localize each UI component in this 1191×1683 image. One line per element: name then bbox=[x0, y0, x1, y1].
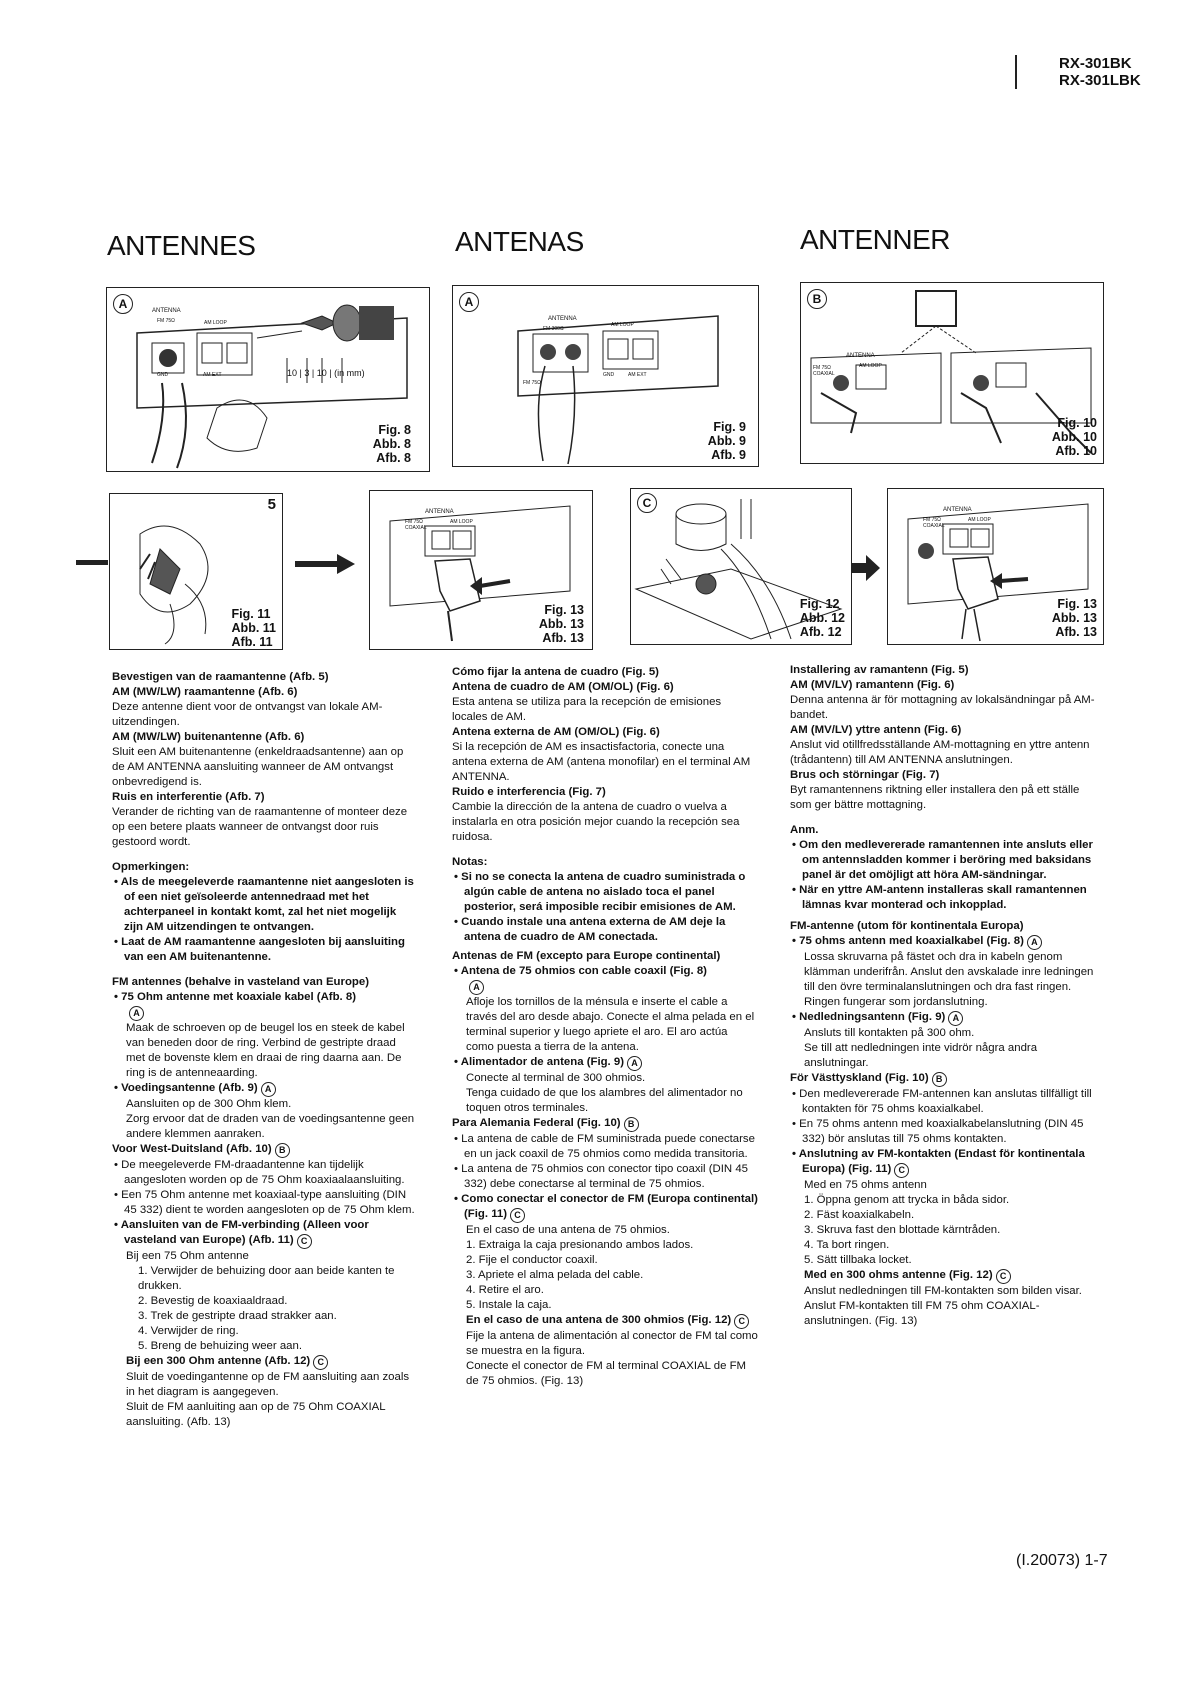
nl-fm-coax-heading: • 75 Ohm antenne met koaxiale kabel (Afb. 8) bbox=[114, 991, 357, 1003]
figure-8 bbox=[106, 287, 430, 472]
sv-heading-west-germany bbox=[790, 1071, 1095, 1087]
figure-13-right-caption bbox=[1052, 597, 1097, 639]
figure-13-left-caption-fig: Fig. 13 bbox=[544, 603, 584, 617]
sv-step-2: 2. Fäst koaxialkabeln. bbox=[804, 1209, 915, 1221]
figure-8-dim-unit: (in mm) bbox=[334, 368, 365, 378]
es-fm-coax-marker bbox=[452, 979, 758, 995]
nl-fm-europe-text: Bij een 75 Ohm antenne bbox=[126, 1250, 249, 1262]
model-numbers bbox=[1015, 55, 1141, 89]
nl-note-2: • Laat de AM raamantenne aangesloten bij aansluiting van een AM buitenantenne. bbox=[114, 936, 405, 963]
figure-10-caption bbox=[1052, 416, 1097, 458]
es-heading-am-outdoor: Antena externa de AM (OM/OL) (Fig. 6) bbox=[452, 726, 660, 738]
sv-west-germany-2: • En 75 ohms antenn med koaxialkabelanslutning (DIN 45 332) bör anslutas till 75 ohms kontakten. bbox=[792, 1118, 1084, 1145]
es-fm-coax-text: Afloje los tornillos de la ménsula e inserte el cable a través del aro desde abajo. Conecte el alma pelada en el terminal superior y luego apriete el aro. El aro actúa como puesta a tierra de la antena. bbox=[466, 996, 755, 1053]
sv-fm-feeder-text-1: Ansluts till kontakten på 300 ohm. bbox=[804, 1027, 975, 1039]
figure-8-caption-abb: Abb. 8 bbox=[372, 437, 411, 451]
es-300-circle: C bbox=[734, 1314, 749, 1329]
sv-300-text-1: Anslut nedledningen till FM-kontakten som bilden visar. bbox=[804, 1285, 1082, 1297]
figure-10 bbox=[800, 282, 1104, 464]
sv-fm-europe-circle: C bbox=[894, 1163, 909, 1178]
figure-13-left-antenna-label: ANTENNA bbox=[425, 509, 454, 515]
es-step-1: 1. Extraiga la caja presionando ambos lados. bbox=[466, 1239, 694, 1251]
sv-heading-fm: FM-antenne (utom för kontinentala Europa) bbox=[790, 920, 1024, 932]
figure-8-fm-label: FM 75Ω bbox=[157, 318, 175, 324]
nl-heading-west-germany bbox=[112, 1142, 417, 1158]
nl-300-heading bbox=[112, 1354, 417, 1370]
figure-12-circle-label: C bbox=[637, 493, 657, 513]
figure-13-left bbox=[369, 490, 593, 650]
es-germany-1-text: La antena de cable de FM suministrada puede conectarse en un jack coaxil de 75 ohmios como medida transitoria. bbox=[461, 1133, 755, 1160]
sv-west-germany-circle: B bbox=[932, 1072, 947, 1087]
figure-11-caption bbox=[232, 607, 276, 649]
sv-fm-europe-text: Med en 75 ohms antenn bbox=[804, 1179, 927, 1191]
es-heading-loop-mount: Cómo fijar la antena de cuadro (Fig. 5) bbox=[452, 666, 659, 678]
figure-11-caption-afb: Afb. 11 bbox=[231, 635, 273, 649]
sv-note-2: • När en yttre AM-antenn installeras skall ramantennen lämnas kvar monterad och inkopplad. bbox=[792, 884, 1087, 911]
figure-11-incoming-arrow bbox=[76, 560, 108, 565]
column-dutch bbox=[112, 670, 417, 1430]
es-note-1: • Si no se conecta la antena de cuadro suministrada o algún cable de antena no aislado toca el panel posterior, será imposible recibir emisiones de AM. bbox=[454, 871, 746, 913]
nl-note-1-text: Als de meegeleverde raamantenne niet aangesloten is of een niet geïsoleerde antennedraad met het achterpaneel in kontakt komt, zal het niet mogelijk zijn AM uitzendingen te ontvangen. bbox=[120, 876, 414, 933]
nl-fm-europe-circle: C bbox=[297, 1234, 312, 1249]
figure-10-caption-afb: Afb. 10 bbox=[1055, 444, 1097, 458]
es-fm-coax-circle: A bbox=[469, 980, 484, 995]
figure-13-left-coaxial-label: FM 75Ω COAXIAL bbox=[405, 519, 427, 531]
sv-step-3: 3. Skruva fast den blottade kärntråden. bbox=[804, 1224, 1001, 1236]
sv-heading-am-outdoor: AM (MV/LV) yttre antenn (Fig. 6) bbox=[790, 724, 962, 736]
figure-9 bbox=[452, 285, 759, 467]
figure-8-gnd-label: GND bbox=[157, 372, 169, 378]
figure-12-caption bbox=[800, 597, 845, 639]
figure-13-left-caption bbox=[539, 603, 584, 645]
figure-12-arrow bbox=[852, 555, 882, 581]
sv-text-noise: Byt ramantennens riktning eller installera den på ett ställe som ger bättre mottagning. bbox=[790, 784, 1080, 811]
figure-13-left-caption-abb: Abb. 13 bbox=[538, 617, 584, 631]
page-number: (I.20073) 1-7 bbox=[1016, 1552, 1108, 1569]
es-note-2: • Cuando instale una antena externa de AM deje la antena de cuadro de AM conectada. bbox=[454, 916, 726, 943]
es-fm-feeder-heading-text: Alimentador de antena (Fig. 9) bbox=[460, 1056, 625, 1068]
sv-heading-west-germany-text: För Västtyskland (Fig. 10) bbox=[790, 1072, 929, 1084]
sv-fm-feeder-circle: A bbox=[948, 1011, 963, 1026]
es-300-text-1: Fije la antena de alimentación al conector de FM tal como se muestra en la figura. bbox=[466, 1330, 758, 1357]
figure-12 bbox=[630, 488, 852, 645]
nl-step-2: 2. Bevestig de koaxiaaldraad. bbox=[138, 1295, 288, 1307]
figure-9-circle-label: A bbox=[459, 292, 479, 312]
sv-west-germany-2-text: En 75 ohms antenn med koaxialkabelanslutning (DIN 45 332) bör anslutas till 75 ohms kontakten. bbox=[799, 1118, 1084, 1145]
es-step-4: 4. Retire el aro. bbox=[466, 1284, 544, 1296]
figure-10-am-loop-label: AM LOOP bbox=[859, 363, 882, 369]
figure-9-gnd-label: GND bbox=[603, 372, 615, 378]
sv-heading-notes: Anm. bbox=[790, 824, 819, 836]
es-germany-1: • La antena de cable de FM suministrada puede conectarse en un jack coaxil de 75 ohmios como medida transitoria. bbox=[454, 1133, 755, 1160]
nl-300-text-1: Sluit de voedingantenne op de FM aansluiting aan zoals in het diagram is aangegeven. bbox=[126, 1371, 410, 1398]
model-number-1: RX-301BK bbox=[1059, 55, 1132, 72]
figure-9-caption-abb: Abb. 9 bbox=[707, 434, 746, 448]
es-germany-circle: B bbox=[624, 1117, 639, 1132]
figure-13-right bbox=[887, 488, 1104, 645]
es-note-2-text: Cuando instale una antena externa de AM deje la antena de cuadro de AM conectada. bbox=[461, 916, 726, 943]
figure-11-step-number: 5 bbox=[267, 496, 276, 513]
nl-heading-fm: FM antennes (behalve in vasteland van Europe) bbox=[112, 976, 369, 988]
figure-10-antenna-label: ANTENNA bbox=[846, 353, 875, 359]
figure-11-arrow bbox=[295, 552, 357, 576]
figure-8-caption-fig: Fig. 8 bbox=[378, 423, 411, 437]
es-text-am-outdoor: Si la recepción de AM es insactisfactoria, conecte una antena externa de AM (antena monofilar) en el terminal AM ANTENNA. bbox=[452, 741, 751, 783]
es-fm-europe-circle: C bbox=[510, 1208, 525, 1223]
sv-text-am-outdoor: Anslut vid otillfredsställande AM-mottagning en yttre antenn (trådantenn) till AM ANTENNA anslutningen. bbox=[790, 739, 1090, 766]
sv-fm-europe-heading-text: Anslutning av FM-kontakten (Endast för kontinentala Europa) (Fig. 11) bbox=[798, 1148, 1085, 1175]
sv-heading-loop-mount: Installering av ramantenn (Fig. 5) bbox=[790, 664, 969, 676]
sv-step-4: 4. Ta bort ringen. bbox=[804, 1239, 890, 1251]
es-fm-coax-heading-text: Antena de 75 ohmios con cable coaxil (Fig. 8) bbox=[460, 965, 707, 977]
nl-west-germany-2-text: Een 75 Ohm antenne met koaxiaal-type aansluiting (DIN 45 332) dient te worden aangesloten op de 75 Ohm klem. bbox=[121, 1189, 415, 1216]
figure-8-dim-2: 3 bbox=[304, 368, 310, 378]
nl-step-5: 5. Breng de behuizing weer aan. bbox=[138, 1340, 303, 1352]
es-fm-feeder-circle: A bbox=[627, 1056, 642, 1071]
sv-note-2-text: När en yttre AM-antenn installeras skall ramantennen lämnas kvar monterad och inkopplad. bbox=[799, 884, 1087, 911]
sv-note-1: • Om den medlevererade ramantennen inte ansluts eller om antennsladden kommer i beröring med baksidans panel är det omöjligt att höra AM-sändningar. bbox=[792, 839, 1093, 881]
es-note-1-text: Si no se conecta la antena de cuadro suministrada o algún cable de antena no aislado toca el panel posterior, será imposible recibir emisiones de AM. bbox=[461, 871, 746, 913]
nl-step-4: 4. Verwijder de ring. bbox=[138, 1325, 239, 1337]
sv-300-text-2: Anslut FM-kontakten till FM 75 ohm COAXIAL-anslutningen. (Fig. 13) bbox=[804, 1300, 1040, 1327]
figure-10-coaxial-label: FM 75Ω COAXIAL bbox=[813, 365, 835, 377]
nl-fm-coax-circle: A bbox=[129, 1006, 144, 1021]
es-300-heading bbox=[452, 1313, 758, 1329]
nl-300-circle: C bbox=[313, 1355, 328, 1370]
sv-fm-feeder-text-2: Se till att nedledningen inte vidrör några andra anslutningar. bbox=[804, 1042, 1038, 1069]
column-swedish bbox=[790, 663, 1095, 1329]
figure-9-caption-afb: Afb. 9 bbox=[711, 448, 746, 462]
figure-13-right-antenna-label: ANTENNA bbox=[943, 507, 972, 513]
figure-13-left-am-loop-label: AM LOOP bbox=[450, 519, 473, 525]
es-text-am-loop: Esta antena se utiliza para la recepción de emisiones locales de AM. bbox=[452, 696, 722, 723]
nl-note-2-text: Laat de AM raamantenne aangesloten bij aansluiting van een AM buitenantenne. bbox=[121, 936, 405, 963]
nl-west-germany-1-text: De meegeleverde FM-draadantenne kan tijdelijk aangesloten worden op de 75 Ohm koaxiaalaansluiting. bbox=[121, 1159, 405, 1186]
es-step-2: 2. Fije el conductor coaxil. bbox=[466, 1254, 598, 1266]
es-300-text-2: Conecte el conector de FM al terminal COAXIAL de FM de 75 ohmios. (Fig. 13) bbox=[466, 1360, 747, 1387]
figure-8-dim-3: 10 bbox=[316, 368, 327, 378]
es-germany-2-text: La antena de 75 ohmios con conector tipo coaxil (DIN 45 332) debe conectarse al terminal de 75 ohmios. bbox=[461, 1163, 748, 1190]
nl-fm-coax-marker bbox=[112, 1005, 417, 1021]
nl-fm-feeder-circle: A bbox=[261, 1082, 276, 1097]
es-step-5: 5. Instale la caja. bbox=[466, 1299, 552, 1311]
figure-8-am-ext-label: AM EXT bbox=[203, 372, 222, 378]
figure-13-left-caption-afb: Afb. 13 bbox=[542, 631, 584, 645]
es-heading-germany-text: Para Alemania Federal (Fig. 10) bbox=[452, 1117, 621, 1129]
sv-fm-coax-heading-text: 75 ohms antenn med koaxialkabel (Fig. 8) bbox=[799, 935, 1024, 947]
nl-fm-europe-heading-text: Aansluiten van de FM-verbinding (Alleen voor vasteland van Europe) (Afb. 11) bbox=[120, 1219, 369, 1246]
nl-heading-noise: Ruis en interferentie (Afb. 7) bbox=[112, 791, 265, 803]
sv-fm-feeder-heading: • Nedledningsantenn (Fig. 9) A bbox=[790, 1010, 1095, 1026]
nl-text-am-outdoor: Sluit een AM buitenantenne (enkeldraadsantenne) aan op de AM ANTENNA aansluiting wanneer de AM ontvangst onbevredigend is. bbox=[112, 746, 404, 788]
sv-300-heading-text: Med en 300 ohms antenne (Fig. 12) bbox=[804, 1269, 993, 1281]
figure-9-antenna-label: ANTENNA bbox=[548, 316, 577, 322]
sv-west-germany-1-text: Den medlevererade FM-antennen kan anslutas tillfälligt till kontakten för 75 ohms koaxialkabel. bbox=[799, 1088, 1092, 1115]
nl-west-germany-1: • De meegeleverde FM-draadantenne kan tijdelijk aangesloten worden op de 75 Ohm koaxiaalaansluiting. bbox=[114, 1159, 405, 1186]
figure-8-caption-afb: Afb. 8 bbox=[376, 451, 411, 465]
figure-8-am-loop-label: AM LOOP bbox=[204, 320, 227, 326]
sv-step-5: 5. Sätt tillbaka locket. bbox=[804, 1254, 912, 1266]
es-fm-feeder-heading: • Alimentador de antena (Fig. 9) A bbox=[452, 1055, 758, 1071]
sv-fm-coax-text: Lossa skruvarna på fästet och dra in kabeln genom klämman underifrån. Anslut den avskalade inre ledningen till den övre terminalanslutningen och dra fast ringen. Ringen fungerar som jordanslutning. bbox=[804, 951, 1094, 1008]
figure-13-right-caption-abb: Abb. 13 bbox=[1051, 611, 1097, 625]
figure-13-right-am-loop-label: AM LOOP bbox=[968, 517, 991, 523]
nl-300-heading-text: Bij een 300 Ohm antenne (Afb. 12) bbox=[126, 1355, 311, 1367]
figure-8-dimensions: 10 | 3 | 10 | (in mm) bbox=[287, 368, 365, 378]
nl-heading-notes: Opmerkingen: bbox=[112, 861, 190, 873]
heading-swedish: ANTENNER bbox=[800, 224, 951, 255]
nl-fm-feeder-text-1: Aansluiten op de 300 Ohm klem. bbox=[126, 1098, 292, 1110]
es-heading-notes: Notas: bbox=[452, 856, 488, 868]
sv-heading-am-loop: AM (MV/LV) ramantenn (Fig. 6) bbox=[790, 679, 955, 691]
es-fm-europe-text: En el caso de una antena de 75 ohmios. bbox=[466, 1224, 670, 1236]
figure-10-circle-label: B bbox=[807, 289, 827, 309]
es-fm-coax-heading: • Antena de 75 ohmios con cable coaxil (Fig. 8) bbox=[454, 965, 707, 977]
sv-note-1-text: Om den medlevererade ramantennen inte ansluts eller om antennsladden kommer i beröring med baksidans panel är det omöjligt att höra AM-sändningar. bbox=[799, 839, 1093, 881]
nl-west-germany-2: • Een 75 Ohm antenne met koaxiaal-type aansluiting (DIN 45 332) dient te worden aangesloten op de 75 Ohm klem. bbox=[114, 1189, 415, 1216]
es-fm-feeder-text-2: Tenga cuidado de que los alambres del alimentador no toquen otros terminales. bbox=[466, 1087, 743, 1114]
figure-9-am-ext-label: AM EXT bbox=[628, 372, 647, 378]
nl-text-noise: Verander de richting van de raamantenne of monteer deze op een betere plaats wanneer de ontvangst door ruis gestoord wordt. bbox=[112, 806, 408, 848]
figure-9-caption bbox=[708, 420, 746, 462]
sv-west-germany-1: • Den medlevererade FM-antennen kan anslutas tillfälligt till kontakten för 75 ohms koaxialkabel. bbox=[792, 1088, 1092, 1115]
nl-fm-coax-text: Maak de schroeven op de beugel los en steek de kabel van beneden door de ring. Verbind de gestripte draad met de bovenste klem en draai de ring daarna aan. De ring is de antenneaarding. bbox=[126, 1022, 405, 1079]
es-step-3: 3. Apriete el alma pelada del cable. bbox=[466, 1269, 644, 1281]
nl-heading-loop-mount: Bevestigen van de raamantenne (Afb. 5) bbox=[112, 671, 329, 683]
es-text-noise: Cambie la dirección de la antena de cuadro o vuelva a instalarla en otra posición mejor cuando la recepción sea ruidosa. bbox=[452, 801, 740, 843]
es-heading-noise: Ruido e interferencia (Fig. 7) bbox=[452, 786, 606, 798]
es-fm-europe-heading: • Como conectar el conector de FM (Europa continental) (Fig. 11) C bbox=[452, 1192, 758, 1223]
nl-text-am-loop: Deze antenne dient voor de ontvangst van lokale AM-uitzendingen. bbox=[112, 701, 383, 728]
sv-fm-coax-heading: • 75 ohms antenn med koaxialkabel (Fig. 8) A bbox=[790, 934, 1095, 950]
es-fm-europe-heading-text: Como conectar el conector de FM (Europa continental) (Fig. 11) bbox=[461, 1193, 758, 1220]
sv-fm-coax-circle: A bbox=[1027, 935, 1042, 950]
heading-dutch: ANTENNES bbox=[107, 230, 256, 261]
nl-heading-west-germany-text: Voor West-Duitsland (Afb. 10) bbox=[112, 1143, 272, 1155]
figure-12-caption-fig: Fig. 12 bbox=[799, 597, 840, 611]
nl-fm-feeder-heading: • Voedingsantenne (Afb. 9) A bbox=[112, 1081, 417, 1097]
es-fm-feeder-text-1: Conecte al terminal de 300 ohmios. bbox=[466, 1072, 646, 1084]
figure-10-caption-abb: Abb. 10 bbox=[1051, 430, 1097, 444]
sv-heading-noise: Brus och störningar (Fig. 7) bbox=[790, 769, 940, 781]
figure-8-caption bbox=[373, 423, 411, 465]
nl-fm-feeder-heading-text: Voedingsantenne (Afb. 9) bbox=[121, 1082, 258, 1094]
figure-13-right-caption-afb: Afb. 13 bbox=[1055, 625, 1097, 639]
sv-300-heading bbox=[790, 1268, 1095, 1284]
figure-12-caption-abb: Abb. 12 bbox=[799, 611, 845, 625]
es-heading-am-loop: Antena de cuadro de AM (OM/OL) (Fig. 6) bbox=[452, 681, 674, 693]
figure-10-caption-fig: Fig. 10 bbox=[1057, 416, 1097, 430]
figure-12-caption-afb: Afb. 12 bbox=[799, 625, 842, 639]
nl-step-3: 3. Trek de gestripte draad strakker aan. bbox=[138, 1310, 337, 1322]
sv-fm-feeder-heading-text: Nedledningsantenn (Fig. 9) bbox=[799, 1011, 946, 1023]
figure-8-dim-1: 10 bbox=[287, 368, 298, 378]
figure-9-fm75-label: FM 75Ω bbox=[523, 380, 541, 386]
nl-west-germany-circle: B bbox=[275, 1143, 290, 1158]
nl-fm-feeder-text-2: Zorg ervoor dat de draden van de voedingsantenne geen andere klemmen aanraken. bbox=[126, 1113, 415, 1140]
heading-spanish: ANTENAS bbox=[455, 226, 584, 257]
nl-note-1: • Als de meegeleverde raamantenne niet aangesloten is of een niet geïsoleerde antennedraad met het achterpaneel in kontakt komt, zal het niet mogelijk zijn AM uitzendingen te ontvangen. bbox=[114, 876, 414, 933]
nl-fm-europe-heading: • Aansluiten van de FM-verbinding (Alleen voor vasteland van Europe) (Afb. 11) C bbox=[112, 1218, 417, 1249]
sv-fm-europe-heading: • Anslutning av FM-kontakten (Endast för kontinentala Europa) (Fig. 11) C bbox=[790, 1147, 1095, 1178]
sv-300-circle: C bbox=[996, 1269, 1011, 1284]
figure-9-am-loop-label: AM LOOP bbox=[611, 322, 634, 328]
figure-13-right-coaxial-label: FM 75Ω COAXIAL bbox=[923, 517, 945, 529]
nl-fm-coax-heading-text: 75 Ohm antenne met koaxiale kabel (Afb. 8) bbox=[121, 991, 357, 1003]
figure-9-fm300-label: FM 300Ω bbox=[543, 326, 564, 332]
es-heading-germany bbox=[452, 1116, 758, 1132]
es-heading-fm: Antenas de FM (excepto para Europe continental) bbox=[452, 950, 721, 962]
figure-8-circle-label: A bbox=[113, 294, 133, 314]
figure-13-right-caption-fig: Fig. 13 bbox=[1057, 597, 1097, 611]
column-spanish bbox=[452, 665, 758, 1389]
es-germany-2: • La antena de 75 ohmios con conector tipo coaxil (DIN 45 332) debe conectarse al terminal de 75 ohmios. bbox=[454, 1163, 748, 1190]
figure-11 bbox=[109, 493, 283, 650]
nl-heading-am-loop: AM (MW/LW) raamantenne (Afb. 6) bbox=[112, 686, 298, 698]
figure-11-caption-abb: Abb. 11 bbox=[231, 621, 276, 635]
nl-heading-am-outdoor: AM (MW/LW) buitenantenne (Afb. 6) bbox=[112, 731, 305, 743]
sv-step-1: 1. Öppna genom att trycka in båda sidor. bbox=[804, 1194, 1010, 1206]
nl-step-1: 1. Verwijder de behuizing door aan beide kanten te drukken. bbox=[138, 1265, 395, 1292]
figure-8-antenna-label: ANTENNA bbox=[152, 308, 181, 314]
es-300-heading-text: En el caso de una antena de 300 ohmios (Fig. 12) bbox=[466, 1314, 732, 1326]
figure-9-caption-fig: Fig. 9 bbox=[713, 420, 746, 434]
sv-text-am-loop: Denna antenna är för mottagning av lokalsändningar på AM-bandet. bbox=[790, 694, 1095, 721]
nl-300-text-2: Sluit de FM aanluiting aan op de 75 Ohm COAXIAL aansluiting. (Afb. 13) bbox=[126, 1401, 386, 1428]
model-number-2: RX-301LBK bbox=[1059, 72, 1141, 89]
figure-11-caption-fig: Fig. 11 bbox=[231, 607, 271, 621]
